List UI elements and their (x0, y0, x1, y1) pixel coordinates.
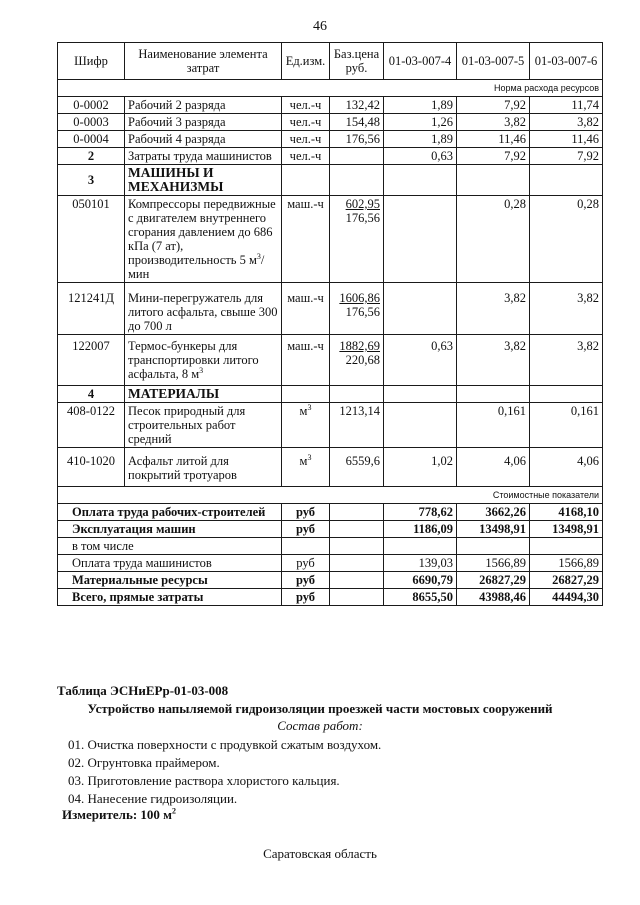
row-v6: 11,46 (530, 131, 603, 148)
row-name: Асфальт литой для покрытий тротуаров (125, 448, 282, 487)
norm-header: Норма расхода ресурсов (58, 80, 603, 97)
row-v4: 1,89 (384, 131, 457, 148)
summary-label: Оплата труда рабочих-строителей (58, 504, 282, 521)
summary-v6: 26827,29 (530, 572, 603, 589)
row-name: Термос-бункеры для транспортировки литого асфальта, 8 $м^3$ (125, 335, 282, 386)
summary-v4: 8655,50 (384, 589, 457, 606)
summary-row (58, 572, 603, 589)
summary-v6 (530, 538, 603, 555)
summary-unit: руб (282, 589, 330, 606)
row-unit: $м^3$ (282, 448, 330, 487)
row-unit: чел.-ч (282, 148, 330, 165)
row-v6: 3,82 (530, 283, 603, 335)
row-price: 602,95 176,56 (330, 196, 384, 283)
cost-header: Стоимостные показатели (58, 487, 603, 504)
row-code: 410-1020 (58, 448, 125, 487)
summary-v4: 1186,09 (384, 521, 457, 538)
summary-v5 (457, 538, 530, 555)
row-v4: 1,89 (384, 97, 457, 114)
row-name: Рабочий 4 разряда (125, 131, 282, 148)
row-v6: 3,82 (530, 114, 603, 131)
row-v4 (384, 196, 457, 283)
row-code: 0-0002 (58, 97, 125, 114)
row-price: 6559,6 (330, 448, 384, 487)
summary-label: Материальные ресурсы (58, 572, 282, 589)
row-v5: 7,92 (457, 97, 530, 114)
table-row (58, 335, 603, 386)
summary-v6: 1566,89 (530, 555, 603, 572)
row-v5: 3,82 (457, 335, 530, 386)
row-v4: 0,63 (384, 148, 457, 165)
summary-v6: 44494,30 (530, 589, 603, 606)
meter-label: Измеритель: 100 $м^2$ (62, 806, 177, 822)
machines-section-row (58, 165, 603, 196)
row-v5: 3,82 (457, 114, 530, 131)
page-number: 46 (313, 19, 327, 34)
row-price: 1606,86 176,56 (330, 283, 384, 335)
summary-label: Всего, прямые затраты (58, 589, 282, 606)
table-row (58, 448, 603, 487)
row-v6: 0,161 (530, 403, 603, 448)
summary-row (58, 504, 603, 521)
row-v5: 0,28 (457, 196, 530, 283)
operations-list (68, 736, 381, 808)
col-code: Шифр (58, 43, 125, 80)
row-name: Рабочий 3 разряда (125, 114, 282, 131)
row-name: Компрессоры передвижные с двигателем внутреннего сгорания давлением до 686 кПа (7 ат), производительность 5 $м^3$/мин (125, 196, 282, 283)
summary-unit: руб (282, 521, 330, 538)
row-code: 2 (58, 148, 125, 165)
row-v4 (384, 403, 457, 448)
composition-heading: Состав работ: (277, 718, 363, 733)
summary-label: Эксплуатация машин (58, 521, 282, 538)
summary-v4: 6690,79 (384, 572, 457, 589)
summary-v6: 13498,91 (530, 521, 603, 538)
col-v4: 01-03-007-4 (384, 43, 457, 80)
summary-v5: 1566,89 (457, 555, 530, 572)
row-unit: $м^3$ (282, 403, 330, 448)
row-name: Рабочий 2 разряда (125, 97, 282, 114)
row-price: 176,56 (330, 131, 384, 148)
list-item: 02. Огрунтовка праймером. (68, 755, 220, 770)
col-unit: Ед.изм. (282, 43, 330, 80)
row-code: 408-0122 (58, 403, 125, 448)
summary-v4 (384, 538, 457, 555)
summary-v4: 139,03 (384, 555, 457, 572)
row-v4: 1,02 (384, 448, 457, 487)
summary-label: в том числе (58, 538, 282, 555)
row-v6: 0,28 (530, 196, 603, 283)
norm-header-row (58, 80, 603, 97)
summary-label: Оплата труда машинистов (58, 555, 282, 572)
section-title: МАТЕРИАЛЫ (125, 386, 282, 403)
row-v6: 11,74 (530, 97, 603, 114)
table-row (58, 131, 603, 148)
summary-row (58, 555, 603, 572)
row-price: 1213,14 (330, 403, 384, 448)
row-v4 (384, 283, 457, 335)
table-title: Таблица ЭСНиЕРр-01-03-008 (57, 683, 229, 698)
row-price: 132,42 (330, 97, 384, 114)
materials-section-row (58, 386, 603, 403)
summary-v4: 778,62 (384, 504, 457, 521)
cost-header-row (58, 487, 603, 504)
row-v5: 0,161 (457, 403, 530, 448)
row-code: 0-0004 (58, 131, 125, 148)
row-unit: чел.-ч (282, 97, 330, 114)
row-unit: чел.-ч (282, 131, 330, 148)
row-price: 1882,69 220,68 (330, 335, 384, 386)
col-price: Баз.цена руб. (330, 43, 384, 80)
summary-v5: 26827,29 (457, 572, 530, 589)
col-v5: 01-03-007-5 (457, 43, 530, 80)
list-item: 04. Нанесение гидроизоляции. (68, 791, 238, 806)
summary-unit: руб (282, 504, 330, 521)
row-unit: маш.-ч (282, 196, 330, 283)
row-name: Затраты труда машинистов (125, 148, 282, 165)
summary-unit: руб (282, 555, 330, 572)
list-item: 01. Очистка поверхности с продувкой сжатым воздухом. (68, 737, 382, 752)
summary-unit: руб (282, 572, 330, 589)
row-code: 122007 (58, 335, 125, 386)
summary-row (58, 521, 603, 538)
summary-v5: 3662,26 (457, 504, 530, 521)
row-name: Мини-перегружатель для литого асфальта, свыше 300 до 700 л (125, 283, 282, 335)
summary-v6: 4168,10 (530, 504, 603, 521)
table-row (58, 196, 603, 283)
summary-row (58, 538, 603, 555)
table-row (58, 114, 603, 131)
row-name: Песок природный для строительных работ средний (125, 403, 282, 448)
row-v4: 0,63 (384, 335, 457, 386)
col-v6: 01-03-007-6 (530, 43, 603, 80)
table-subtitle: Устройство напыляемой гидроизоляции проезжей части мостовых сооружений (87, 701, 553, 716)
section-code: 4 (58, 386, 125, 403)
row-v5: 7,92 (457, 148, 530, 165)
row-code: 121241Д (58, 283, 125, 335)
row-code: 050101 (58, 196, 125, 283)
row-v4: 1,26 (384, 114, 457, 131)
row-v5: 11,46 (457, 131, 530, 148)
row-code: 0-0003 (58, 114, 125, 131)
list-item: 03. Приготовление раствора хлористого кальция. (68, 773, 340, 788)
row-unit: маш.-ч (282, 335, 330, 386)
row-v6: 3,82 (530, 335, 603, 386)
table-header-row (58, 43, 603, 80)
row-v6: 7,92 (530, 148, 603, 165)
row-price: 154,48 (330, 114, 384, 131)
summary-v5: 13498,91 (457, 521, 530, 538)
section-title: МАШИНЫ И МЕХАНИЗМЫ (125, 165, 282, 196)
row-v5: 4,06 (457, 448, 530, 487)
row-v6: 4,06 (530, 448, 603, 487)
row-v5: 3,82 (457, 283, 530, 335)
table-row (58, 97, 603, 114)
col-name: Наименование элемента затрат (125, 43, 282, 80)
resource-table (57, 42, 603, 606)
summary-unit (282, 538, 330, 555)
table-row (58, 283, 603, 335)
machinists-row (58, 148, 603, 165)
summary-row (58, 589, 603, 606)
row-unit: маш.-ч (282, 283, 330, 335)
summary-v5: 43988,46 (457, 589, 530, 606)
table-row (58, 403, 603, 448)
footer-region: Саратовская область (263, 846, 377, 861)
section-code: 3 (58, 165, 125, 196)
row-unit: чел.-ч (282, 114, 330, 131)
